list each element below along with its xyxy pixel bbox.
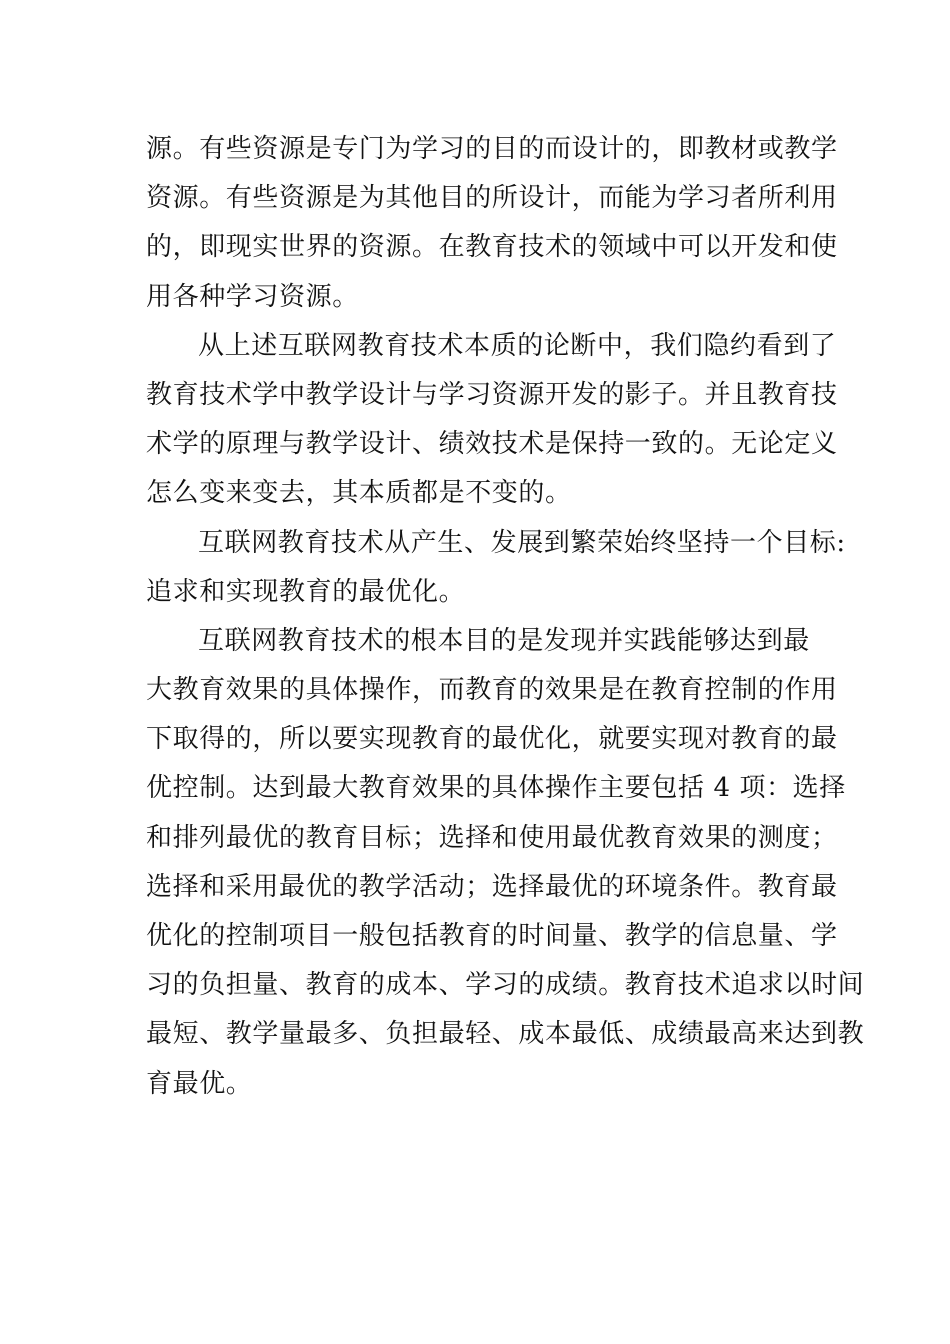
text-line: 习的负担量、教育的成本、学习的成绩。教育技术追求以时间 <box>146 970 865 1001</box>
paragraph <box>146 322 838 519</box>
text-line: 怎么变来变去，其本质都是不变的。 <box>146 478 572 509</box>
paragraph <box>146 617 865 1109</box>
text-line: 选择和采用最优的教学活动；选择最优的环境条件。教育最 <box>146 871 838 902</box>
text-line: 育最优。 <box>146 1068 253 1099</box>
text-line: 追求和实现教育的最优化。 <box>146 576 466 607</box>
text-line: 下取得的，所以要实现教育的最优化，就要实现对教育的最 <box>146 724 838 755</box>
paragraph <box>146 125 838 322</box>
text-line: 互联网教育技术的根本目的是发现并实践能够达到最 <box>198 625 810 656</box>
text-line: 用各种学习资源。 <box>146 281 359 312</box>
text-line: 术学的原理与教学设计、绩效技术是保持一致的。无论定义 <box>146 429 838 460</box>
text-line: 大教育效果的具体操作，而教育的效果是在教育控制的作用 <box>146 675 838 706</box>
text-line: 互联网教育技术从产生、发展到繁荣始终坚持一个目标: <box>198 527 846 558</box>
text-line: 最短、教学量最多、负担最轻、成本最低、成绩最高来达到教 <box>146 1019 865 1050</box>
text-line: 从上述互联网教育技术本质的论断中，我们隐约看到了 <box>198 330 837 361</box>
text-line: 资源。有些资源是为其他目的所设计，而能为学习者所利用 <box>146 183 838 214</box>
body-text <box>146 125 865 1109</box>
text-line: 优控制。达到最大教育效果的具体操作主要包括 4 项：选择 <box>146 773 846 804</box>
paragraph <box>146 519 846 617</box>
text-line: 教育技术学中教学设计与学习资源开发的影子。并且教育技 <box>146 379 838 410</box>
text-line: 优化的控制项目一般包括教育的时间量、教学的信息量、学 <box>146 921 838 951</box>
text-line: 和排列最优的教育目标；选择和使用最优教育效果的测度； <box>146 822 838 853</box>
text-line: 的，即现实世界的资源。在教育技术的领域中可以开发和使 <box>146 232 838 263</box>
text-line: 源。有些资源是专门为学习的目的而设计的，即教材或教学 <box>146 134 838 164</box>
